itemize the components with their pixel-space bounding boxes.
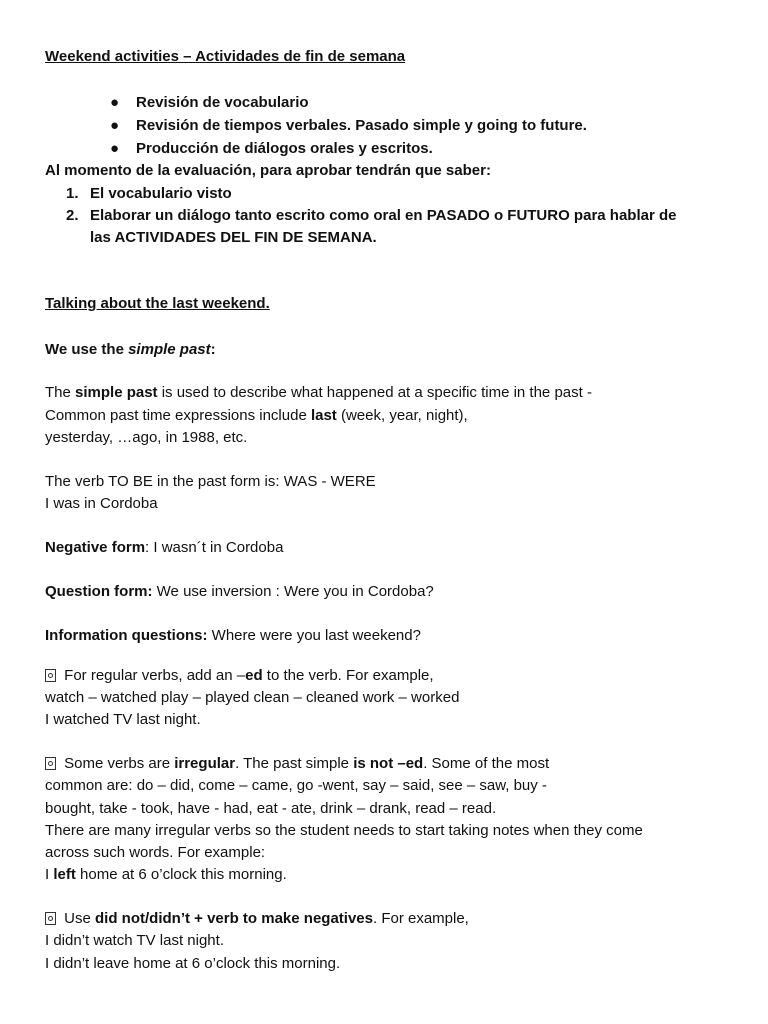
paragraph-line: bought, take - took, have - had, eat - ate, drink – drank, read – read. — [45, 800, 497, 817]
document-title: Weekend activities – Actividades de fin de semana — [45, 48, 406, 65]
paragraph-line: yesterday, …ago, in 1988, etc. — [45, 429, 248, 446]
list-item — [110, 140, 433, 158]
missing-glyph-icon — [45, 669, 56, 682]
paragraph-line: For regular verbs, add an –ed to the verb. For example, — [45, 667, 434, 685]
bullet-dot: ● — [110, 117, 120, 134]
numbered-item — [66, 207, 676, 225]
paragraph-line: I didn’t leave home at 6 o’clock this morning. — [45, 955, 341, 972]
paragraph-line: Use did not/didn’t + verb to make negatives. For example, — [45, 910, 469, 928]
list-item-text: Producción de diálogos orales y escritos. — [136, 140, 433, 157]
paragraph-line: There are many irregular verbs so the student needs to start taking notes when they come — [45, 822, 643, 839]
bullet-dot: ● — [110, 94, 120, 111]
paragraph-line: I was in Cordoba — [45, 495, 158, 512]
use-heading: We use the simple past: — [45, 341, 216, 358]
list-item-text: Revisión de tiempos verbales. Pasado simple y going to future. — [136, 117, 587, 134]
list-item-text: Revisión de vocabulario — [136, 94, 309, 111]
paragraph-line: common are: do – did, come – came, go -went, say – said, see – saw, buy - — [45, 777, 547, 794]
item-text: Elaborar un diálogo tanto escrito como oral en PASADO o FUTURO para hablar de — [90, 207, 677, 224]
paragraph-line: The verb TO BE in the past form is: WAS - WERE — [45, 473, 376, 490]
list-item — [110, 94, 309, 112]
paragraph-line: Some verbs are irregular. The past simple is not –ed. Some of the most — [45, 755, 549, 773]
paragraph-line: across such words. For example: — [45, 844, 266, 861]
item-number: 2. — [66, 207, 79, 224]
numbered-item — [66, 185, 232, 203]
paragraph-line: watch – watched play – played clean – cleaned work – worked — [45, 689, 460, 706]
paragraph-line: I watched TV last night. — [45, 711, 201, 728]
item-number: 1. — [66, 185, 79, 202]
information-questions-line: Information questions: Where were you last weekend? — [45, 627, 421, 644]
list-item — [110, 117, 587, 135]
bullet-dot: ● — [110, 140, 120, 157]
paragraph-line: The simple past is used to describe what happened at a specific time in the past - — [45, 384, 592, 401]
paragraph-line: I left home at 6 o’clock this morning. — [45, 866, 287, 883]
missing-glyph-icon — [45, 912, 56, 925]
missing-glyph-icon — [45, 757, 56, 770]
negative-form-line: Negative form: I wasn´t in Cordoba — [45, 539, 284, 556]
section-title: Talking about the last weekend. — [45, 295, 270, 312]
paragraph-line: Common past time expressions include last (week, year, night), — [45, 407, 468, 424]
item-text: El vocabulario visto — [90, 185, 232, 202]
question-form-line: Question form: We use inversion : Were you in Cordoba? — [45, 583, 434, 600]
numbered-item-continuation: las ACTIVIDADES DEL FIN DE SEMANA. — [90, 229, 377, 246]
evaluation-intro: Al momento de la evaluación, para aprobar tendrán que saber: — [45, 162, 491, 179]
paragraph-line: I didn’t watch TV last night. — [45, 932, 224, 949]
